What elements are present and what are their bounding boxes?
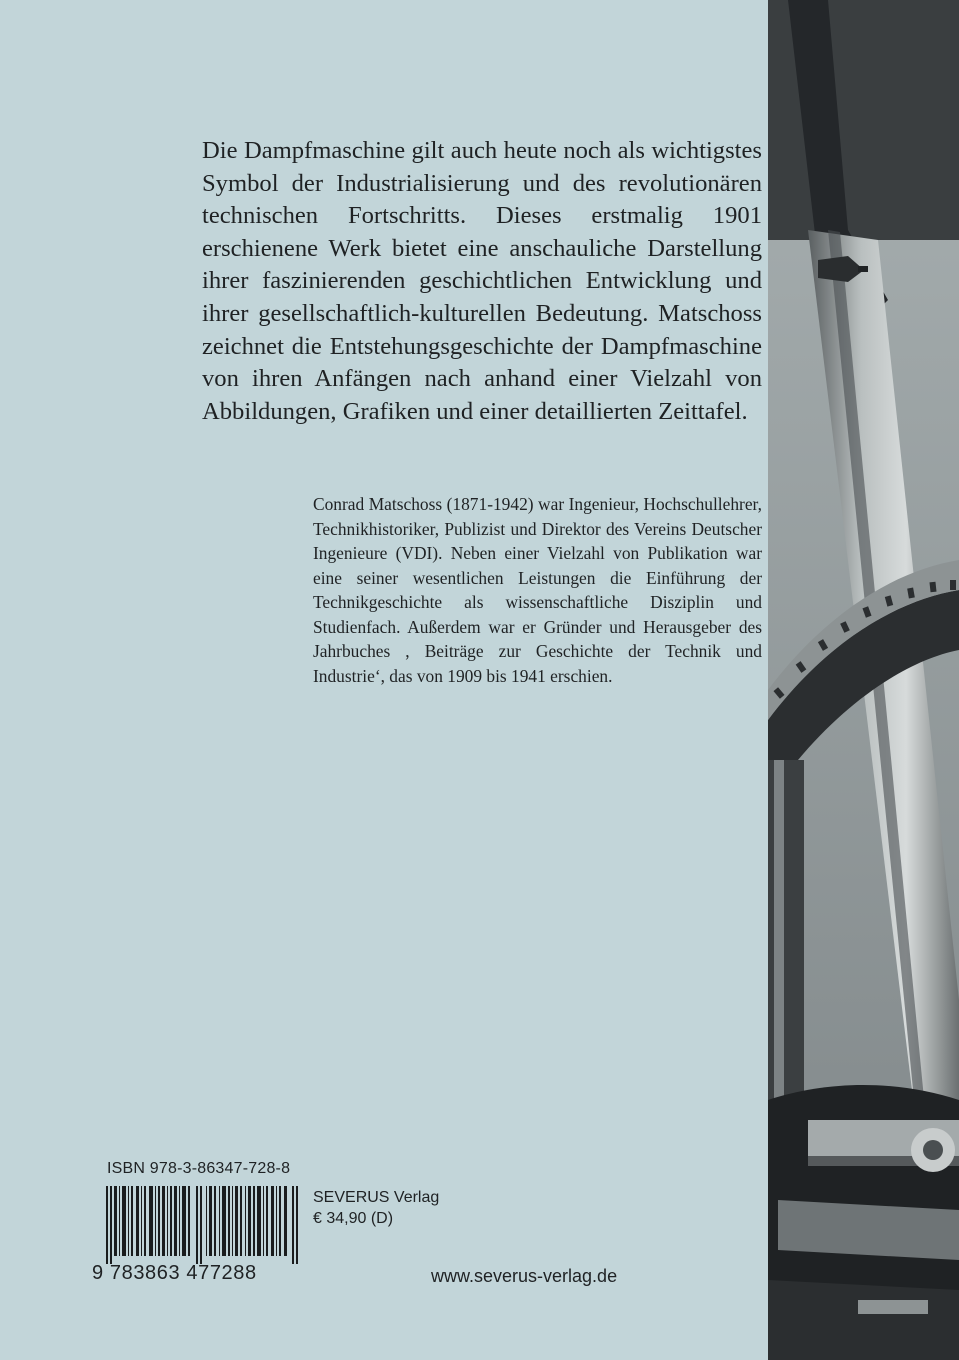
publisher-name: SEVERUS Verlag [313, 1189, 440, 1206]
publisher-website[interactable]: www.severus-verlag.de [431, 1266, 618, 1286]
barcode-digits: 9 783863 477288 [92, 1262, 257, 1284]
steam-engine-flywheel-image [768, 0, 959, 1360]
book-blurb: Die Dampfmaschine gilt auch heute noch als wichtigstes Symbol der Industrialisierung und des revolutionären technischen Fortschritts. Dieses erstmalig 1901 erschienene Werk bietet eine anschauliche Darstellung ihrer faszinierenden geschichtlichen Entwicklung und ihrer gesellschaftlich-kulturellen Bedeutung. Matschoss zeichnet die Entstehungsgeschichte der Dampfmaschine von ihren Anfängen nach anhand einer Vielzahl von Abbildungen, Grafiken und einer detaillierten Zeittafel. [202, 137, 762, 425]
isbn-label: ISBN 978-3-86347-728-8 [107, 1160, 291, 1177]
author-bio: Conrad Matschoss (1871-1942) war Ingenieur, Hochschullehrer, Technikhistoriker, Publizist und Direktor des Vereins Deutscher Ingenieure (VDI). Neben einer Vielzahl von Publikation war eine seiner wesentlichen Leistungen die Einführung der Technikgeschichte als wissenschaftliche Disziplin und Studienfach. Außerdem war er Gründer und Herausgeber des Jahrbuches , Beiträge zur Geschichte der Technik und Industrie‘, das von 1909 bis 1941 erschien. [313, 494, 762, 686]
publisher-info [313, 1187, 439, 1229]
price: € 34,90 (D) [313, 1210, 394, 1227]
steam-engine-photo [768, 0, 959, 1360]
barcode [104, 1186, 302, 1264]
barcode-bars [104, 1186, 302, 1264]
